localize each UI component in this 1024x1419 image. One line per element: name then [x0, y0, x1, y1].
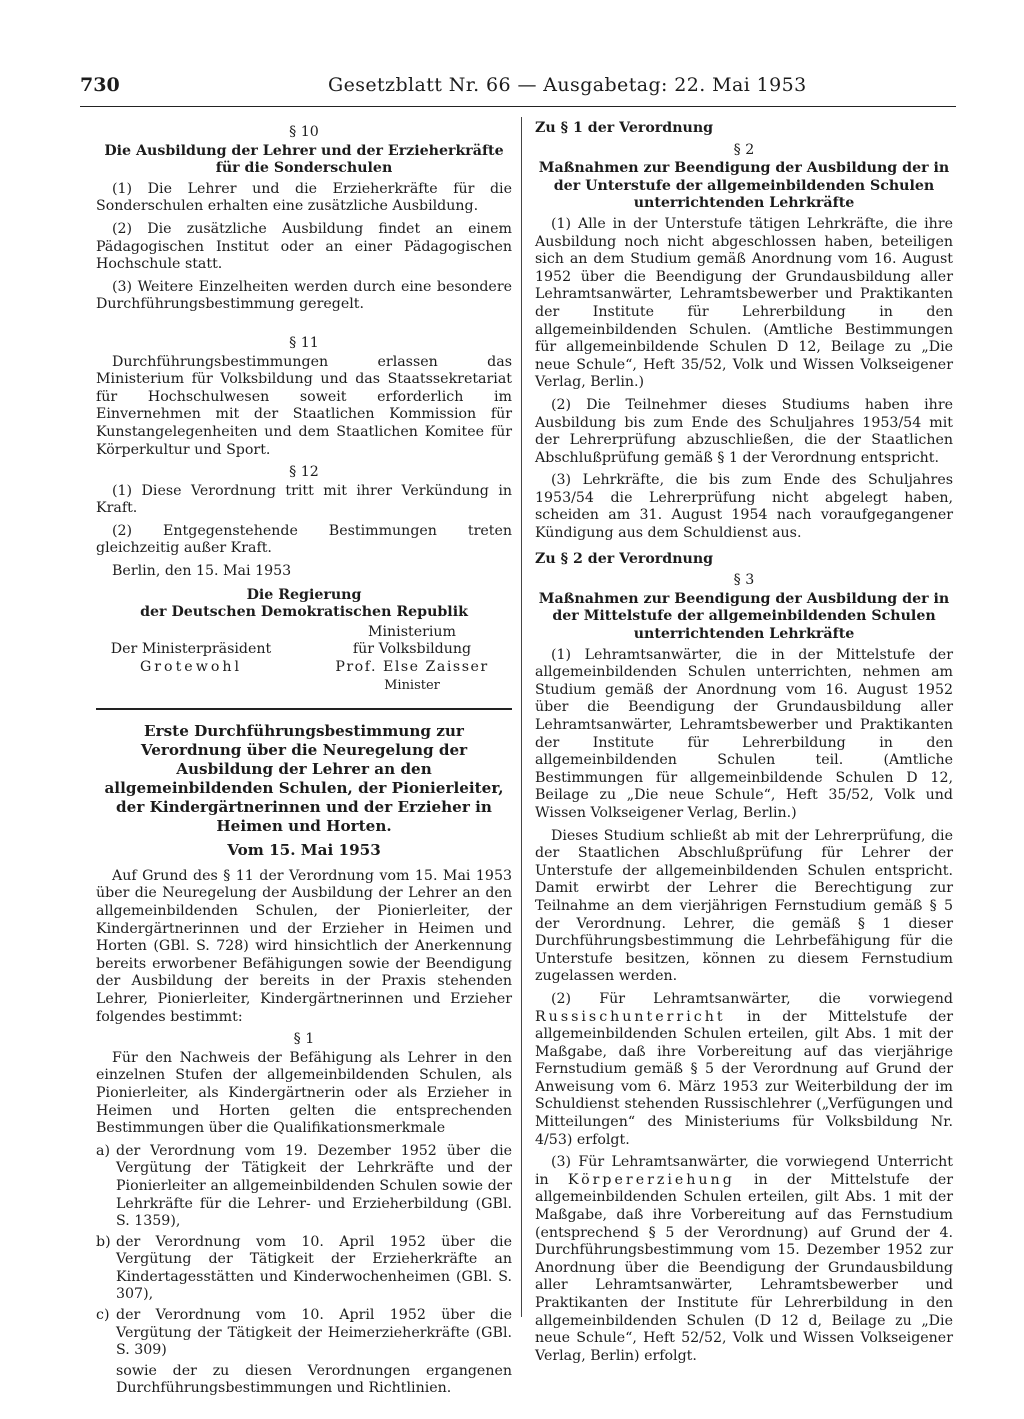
- section-1-tail: sowie der zu diesen Verordnungen ergangenen Durchführungsbestimmungen und Richtlinien.: [116, 1362, 512, 1397]
- section-3-para-2-start: (2) Für Lehramtsanwärter, die vorwiegend: [551, 990, 953, 1007]
- section-12-heading: § 12: [289, 464, 319, 481]
- document-title: Erste Durchführungsbestimmung zur Verordnung über die Neuregelung der Ausbildung der Lehrer an den allgemeinbildenden Schulen, der Pionierleiter, der Kindergärtnerinnen und der Erzieher in Heimen und Horten.: [104, 722, 504, 836]
- section-3-para-2: [535, 991, 953, 1149]
- section-3-title: Maßnahmen zur Beendigung der Ausbildung der in der Mittelstufe der allgemeinbildenden Schulen unterrichtenden Lehrkräfte: [538, 590, 950, 643]
- page-number: 730: [80, 74, 120, 96]
- header-rule: [80, 106, 956, 107]
- ministry-line-2: für Volksbildung: [352, 641, 472, 658]
- section-3-para-1: (1) Lehramtsanwärter, die in der Mittelstufe der allgemeinbildenden Schulen unterrichten, nehmen am Studium gemäß der Anordnung vom 16. August 1952 über die Beendigung der Grundausbildung aller Lehramtsanwärter, Lehramtsbewerber und Praktikanten der Institute für Lehrerbildung in den allgemeinbildenden Schulen teil. (Amtliche Bestimmungen für allgemeinbildende Schulen D 12, Beilage zu „Die neue Schule“, Heft 35/52, Volk und Wissen Volkseigener Verlag, Berlin.): [535, 646, 953, 821]
- section-2-para-2: (2) Die Teilnehmer dieses Studiums haben ihre Ausbildung bis zum Ende des Schuljahres 1953/54 mit der Lehrerprüfung abzuschließen, die der Staatlichen Abschlußprüfung gemäß § 1 der Verordnung entspricht.: [535, 396, 953, 466]
- list-label-c: c): [96, 1307, 110, 1324]
- section-10-para-3: (3) Weitere Einzelheiten werden durch eine besondere Durchführungsbestimmung geregelt.: [96, 278, 512, 313]
- signatories: [96, 624, 512, 694]
- signatory-prime-minister: [96, 624, 286, 694]
- spacer: [96, 319, 512, 331]
- list-item-b: [96, 1234, 512, 1304]
- section-3-para-2-rest: in der Mittelstufe der allgemeinbildenden Schulen erteilen, gilt Abs. 1 mit der Maßgabe, daß ihre Vorbereitung auf das vierjährige Fernstudium gemäß § 5 der Verordnung auf Grund der Anweisung vom 6. März 1953 zur Weiterbildung der im Schuldienst stehenden Russischlehrer („Verfügungen und Mitteilungen“ des Ministeriums für Volksbildung Nr. 4/53) erfolgt.: [535, 1008, 953, 1148]
- list-text-a: der Verordnung vom 19. Dezember 1952 über die Vergütung der Tätigkeit der Lehrkräfte und der Pionierleiter an allgemeinbildenden Schulen sowie der Lehrkräfte für die Lehrer- und Erzieherbildung (GBl. S. 1359),: [116, 1142, 512, 1230]
- place-date: Berlin, den 15. Mai 1953: [112, 563, 292, 580]
- right-column: [535, 120, 953, 1370]
- section-2-para-3: (3) Lehrkräfte, die bis zum Ende des Schuljahres 1953/54 die Lehrerprüfung nicht abgelegt haben, scheiden am 31. August 1954 nach voraufgegangener Kündigung aus dem Schuldienst aus.: [535, 472, 953, 542]
- list-label-a: a): [96, 1142, 110, 1159]
- list-label-b: b): [96, 1233, 111, 1250]
- ministry-line-1: Ministerium: [367, 623, 457, 640]
- left-column: [96, 120, 512, 1403]
- column-divider: [521, 117, 522, 1317]
- list-text-c: der Verordnung vom 10. April 1952 über die Vergütung der Tätigkeit der Heimerzieherkräfte (GBl. S. 309): [116, 1307, 512, 1359]
- section-10-heading: § 10: [289, 124, 319, 140]
- reference-section-1: Zu § 1 der Verordnung: [535, 120, 714, 136]
- prime-minister-name: Grotewohl: [139, 659, 243, 676]
- section-3-para-3: [535, 1154, 953, 1365]
- signatory-minister: [312, 624, 512, 694]
- minister-name: Prof. Else Zaisser: [335, 659, 489, 676]
- running-title: Gesetzblatt Nr. 66 — Ausgabetag: 22. Mai 1953: [328, 74, 807, 96]
- section-10-title: Die Ausbildung der Lehrer und der Erzieherkräfte für die Sonderschulen: [104, 142, 504, 177]
- section-10-para-2: (2) Die zusätzliche Ausbildung findet an einem Pädagogischen Institut oder an einer Pädagogischen Hochschule statt.: [96, 220, 512, 273]
- russian-teaching-term: Russischunterricht: [535, 1008, 726, 1025]
- reference-section-2: Zu § 2 der Verordnung: [535, 550, 714, 567]
- page-header: [80, 74, 960, 104]
- document-date: Vom 15. Mai 1953: [227, 841, 381, 860]
- government-line-2: der Deutschen Demokratischen Republik: [140, 604, 468, 621]
- list-text-b: der Verordnung vom 10. April 1952 über die Vergütung der Tätigkeit der Erzieherkräfte an Kindertagesstätten und Kinderwochenheimen (GBl. S. 307),: [116, 1233, 512, 1303]
- section-12-para-1: (1) Diese Verordnung tritt mit ihrer Verkündung in Kraft.: [96, 482, 512, 517]
- section-10-para-1: (1) Die Lehrer und die Erzieherkräfte für die Sonderschulen erhalten eine zusätzliche Ausbildung.: [96, 180, 512, 215]
- section-12-para-2: (2) Entgegenstehende Bestimmungen treten gleichzeitig außer Kraft.: [96, 522, 512, 557]
- minister-title: Minister: [384, 677, 440, 693]
- government-signature: [96, 587, 512, 622]
- physical-education-term: Körpererziehung: [567, 1171, 735, 1188]
- government-line-1: Die Regierung: [246, 586, 362, 603]
- separator-rule: [96, 708, 512, 710]
- section-3-para-3-start: (3) Für Lehramtsanwärter, die vorwiegend Unterricht in: [535, 1154, 953, 1188]
- list-item-c: [96, 1307, 512, 1360]
- section-3-para-1b: Dieses Studium schließt ab mit der Lehrerprüfung, die der Staatlichen Abschlußprüfung für Lehrer der Unterstufe der allgemeinbildenden Schulen entspricht. Damit erwirbt der Lehrer die Berechtigung zur Teilnahme an dem vierjährigen Fernstudium gemäß § 5 der Verordnung. Lehrer, die gemäß § 1 dieser Durchführungsbestimmung die Lehrbefähigung für die Unterstufe besitzen, können zu diesem Fernstudium zugelassen werden.: [535, 827, 953, 985]
- section-3-heading: § 3: [733, 572, 755, 589]
- prime-minister-title: Der Ministerpräsident: [110, 641, 272, 658]
- section-11-para-1: Durchführungsbestimmungen erlassen das Ministerium für Volksbildung und das Staatssekretariat für Hochschulwesen soweit erforderlich im Einvernehmen mit der Staatlichen Kommission für Kunstangelegenheiten und dem Staatlichen Komitee für Körperkultur und Sport.: [96, 353, 512, 458]
- preamble: Auf Grund des § 11 der Verordnung vom 15. Mai 1953 über die Neuregelung der Ausbildung der Lehrer an den allgemeinbildenden Schulen, der Pionierleiter, der Kindergärtnerinnen und der Erzieher in Heimen und Horten (GBl. S. 728) wird hinsichtlich der Anerkennung bereits erworbener Befähigungen sowie der Beendigung der Ausbildung der bereits in der Praxis stehenden Lehrer, Pionierleiter, Kindergärtnerinnen und Erzieher folgendes bestimmt:: [96, 867, 512, 1025]
- section-1-heading: § 1: [293, 1031, 315, 1048]
- section-2-para-1: (1) Alle in der Unterstufe tätigen Lehrkräfte, die ihre Ausbildung noch nicht abgeschlossen haben, beteiligen sich an dem Studium gemäß Anordnung vom 16. August 1952 über die Beendigung der Grundausbildung aller Lehramtsanwärter, Lehramtsbewerber und Praktikanten der Institute für Lehrerbildung in den allgemeinbildenden Schulen. (Amtliche Bestimmungen für allgemeinbildende Schulen D 12, Beilage zu „Die neue Schule“, Heft 35/52, Volk und Wissen Volkseigener Verlag, Berlin.): [535, 215, 953, 391]
- section-3-para-3-rest: in der Mittelstufe der allgemeinbildenden Schulen erteilen, gilt Abs. 1 mit der Maßgabe, daß ihre Vorbereitung auf das Fernstudium (entsprechend § 5 der Verordnung) auf Grund der 4. Durchführungsbestimmung vom 15. Dezember 1952 zur Anordnung über die Beendigung der Grundausbildung aller Lehramtsanwärter, Lehramtsbewerber und Praktikanten der Institute für Lehrerbildung in den allgemeinbildenden Schulen (D 12 d, Beilage zu „Die neue Schule“, Heft 52/52, Volk und Wissen Volkseigener Verlag, Berlin) erfolgt.: [535, 1171, 953, 1364]
- section-1-para-1: Für den Nachweis der Befähigung als Lehrer in den einzelnen Stufen der allgemeinbildenden Schulen, als Pionierleiter, als Kindergärtnerin oder als Erzieher in Heimen und Horten gelten die entsprechenden Bestimmungen über die Qualifikationsmerkmale: [96, 1049, 512, 1137]
- section-2-title: Maßnahmen zur Beendigung der Ausbildung der in der Unterstufe der allgemeinbildenden Schulen unterrichtenden Lehrkräfte: [538, 160, 950, 212]
- section-11-heading: § 11: [289, 334, 319, 351]
- section-2-heading: § 2: [733, 141, 755, 158]
- list-item-a: [96, 1143, 512, 1231]
